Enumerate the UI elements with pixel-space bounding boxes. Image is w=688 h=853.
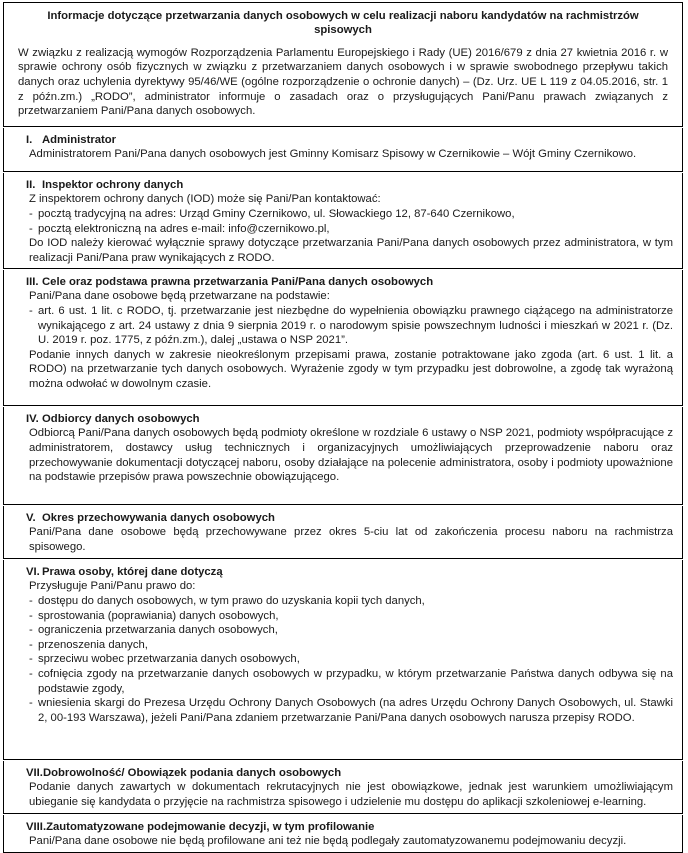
legal-basis-list — [29, 304, 673, 348]
section-lead: Przysługuje Pani/Panu prawo do: — [29, 580, 196, 593]
section-paragraph: Odbiorcą Pani/Pana danych osobowych będą podmioty określone w rozdziale 6 ustawy o NSP 2021, podmioty współpracujące z administratorem, dostawcy usług technicznych i organizacyjnych umożliwiających przeprowadzenie naboru oraz przechowywanie dokumentacji dotyczącej naboru, osoby działające na polecenie administratora, osoby i podmioty upoważnione na podstawie przepisów prawa powszechnie obowiązującego. — [29, 427, 673, 484]
section-heading — [26, 815, 673, 835]
list-item: - wniesienia skargi do Prezesa Urzędu Ochrony Danych Osobowych (na adres Urzędu Ochrony Danych Osobowych, ul. Stawki 2, 00-193 Warszawa), jeżeli Pani/Pana zdaniem przetwarzanie Pani/Pana danych osobowych narusza przepisy RODO. — [29, 696, 673, 725]
section-heading — [26, 560, 673, 580]
section-data-protection-officer — [3, 173, 683, 269]
section-paragraph: Administratorem Pani/Pana danych osobowych jest Gminny Komisarz Spisowy w Czernikowie – Wójt Gminy Czernikowo. — [29, 148, 637, 161]
section-administrator — [3, 128, 683, 172]
section-voluntary-provision — [3, 761, 683, 814]
section-number: IV. — [26, 412, 39, 425]
section-number: VII. — [26, 766, 43, 779]
section-number: VI. — [26, 565, 40, 578]
section-title: Inspektor ochrony danych — [42, 178, 184, 191]
section-heading — [26, 761, 673, 781]
section-retention-period — [3, 506, 683, 559]
intro-paragraph: W związku z realizacją wymogów Rozporządzenia Parlamentu Europejskiego i Rady (UE) 2016/679 z dnia 27 kwietnia 2016 r. w sprawie ochrony osób fizycznych w związku z przetwarzaniem danych osobowych i w sprawie swobodnego przepływu takich danych oraz uchylenia dyrektywy 95/46/WE (ogólne rozporządzenie o ochronie danych) – (Dz. Urz. UE L 119 z 04.05.2016, str. 1 z późn.zm.) „RODO”, administrator informuje o zasadach oraz o przysługujących Pani/Panu prawach związanych z przetwarzaniem Pani/Pana danych osobowych. — [18, 46, 668, 118]
section-title: Cele oraz podstawa prawna przetwarzania Pani/Pana danych osobowych — [42, 275, 434, 288]
list-item: - cofnięcia zgody na przetwarzanie danych osobowych w przypadku, w którym przetwarzanie Państwa danych odbywa się na podstawie zgody, — [29, 667, 673, 696]
section-heading — [26, 407, 673, 427]
section-paragraph: Pani/Pana dane osobowe nie będą profilowane ani też nie będą podlegały zautomatyzowanemu podejmowaniu decyzji. — [29, 835, 627, 848]
section-title: Zautomatyzowane podejmowanie decyzji, w tym profilowanie — [46, 820, 375, 833]
list-item: - ograniczenia przetwarzania danych osobowych, — [29, 623, 673, 638]
section-tail: Do IOD należy kierować wyłącznie sprawy dotyczące przetwarzania Pani/Pana danych osobowych przez administratora, w tym realizacji Pani/Pana praw wynikających z RODO. — [29, 237, 673, 264]
section-heading — [26, 506, 673, 526]
section-heading — [26, 270, 673, 290]
list-item: - pocztą elektroniczną na adres e-mail: info@czernikowo.pl, — [29, 222, 673, 237]
list-item: - pocztą tradycyjną na adres: Urząd Gminy Czernikowo, ul. Słowackiego 12, 87-640 Czernikowo, — [29, 207, 673, 222]
intro-box — [3, 2, 683, 127]
contact-list — [29, 207, 673, 236]
section-number: III. — [26, 275, 39, 288]
list-item: - dostępu do danych osobowych, w tym prawo do uzyskania kopii tych danych, — [29, 594, 673, 609]
list-item: - art. 6 ust. 1 lit. c RODO, tj. przetwarzanie jest niezbędne do wypełnienia obowiązku prawnego ciążącego na administratorze wynikającego z art. 24 ustawy z dnia 9 sierpnia 2019 r. o narodowym spisie powszechnym ludności i mieszkań w 2021 r. (Dz. U. 2019 r. poz. 1775, z późn.zm.), dalej „ustawa o NSP 2021”. — [29, 304, 673, 348]
section-recipients — [3, 407, 683, 505]
document-title: Informacje dotyczące przetwarzania danych osobowych w celu realizacji naboru kandydatów na rachmistrzów spisowych — [47, 10, 639, 37]
section-heading — [26, 128, 673, 148]
section-lead: Pani/Pana dane osobowe będą przetwarzane na podstawie: — [29, 290, 330, 303]
section-lead: Z inspektorem ochrony danych (IOD) może się Pani/Pan kontaktować: — [29, 193, 381, 206]
section-number: V. — [26, 511, 36, 524]
rights-list — [29, 594, 673, 725]
section-paragraph: Podanie danych zawartych w dokumentach rekrutacyjnych nie jest obowiązkowe, jednak jest warunkiem umożliwiającym ubieganie się kandydata o przyjęcie na rachmistrza spisowego i udzielenie mu dostępu do aplikacji szkoleniowej e-learning. — [29, 781, 673, 808]
list-item: - przenoszenia danych, — [29, 638, 673, 653]
section-number: II. — [26, 178, 36, 191]
section-automated-decisions — [3, 815, 683, 853]
list-item: - sprzeciwu wobec przetwarzania danych osobowych, — [29, 652, 673, 667]
section-title: Prawa osoby, której dane dotyczą — [42, 565, 223, 578]
section-number: VIII. — [26, 820, 47, 833]
section-paragraph: Pani/Pana dane osobowe będą przechowywane przez okres 5-ciu lat od zakończenia procesu naboru na rachmistrza spisowego. — [29, 526, 673, 553]
section-legal-basis — [3, 270, 683, 406]
section-title: Odbiorcy danych osobowych — [42, 412, 200, 425]
section-title: Administrator — [42, 133, 117, 146]
section-title: Okres przechowywania danych osobowych — [42, 511, 275, 524]
section-tail: Podanie innych danych w zakresie nieokreślonym przepisami prawa, zostanie potraktowane jako zgoda (art. 6 ust. 1 lit. a RODO) na przetwarzanie tych danych osobowych. Wyrażenie zgody w tym przypadku jest dobrowolne, a zgodę tak wyrażoną można odwołać w dowolnym czasie. — [29, 348, 673, 390]
section-heading — [26, 173, 673, 193]
document — [3, 2, 683, 848]
list-item: - sprostowania (poprawiania) danych osobowych, — [29, 609, 673, 624]
section-number: I. — [26, 133, 33, 146]
section-data-subject-rights — [3, 560, 683, 760]
section-title: Dobrowolność/ Obowiązek podania danych osobowych — [42, 766, 342, 779]
